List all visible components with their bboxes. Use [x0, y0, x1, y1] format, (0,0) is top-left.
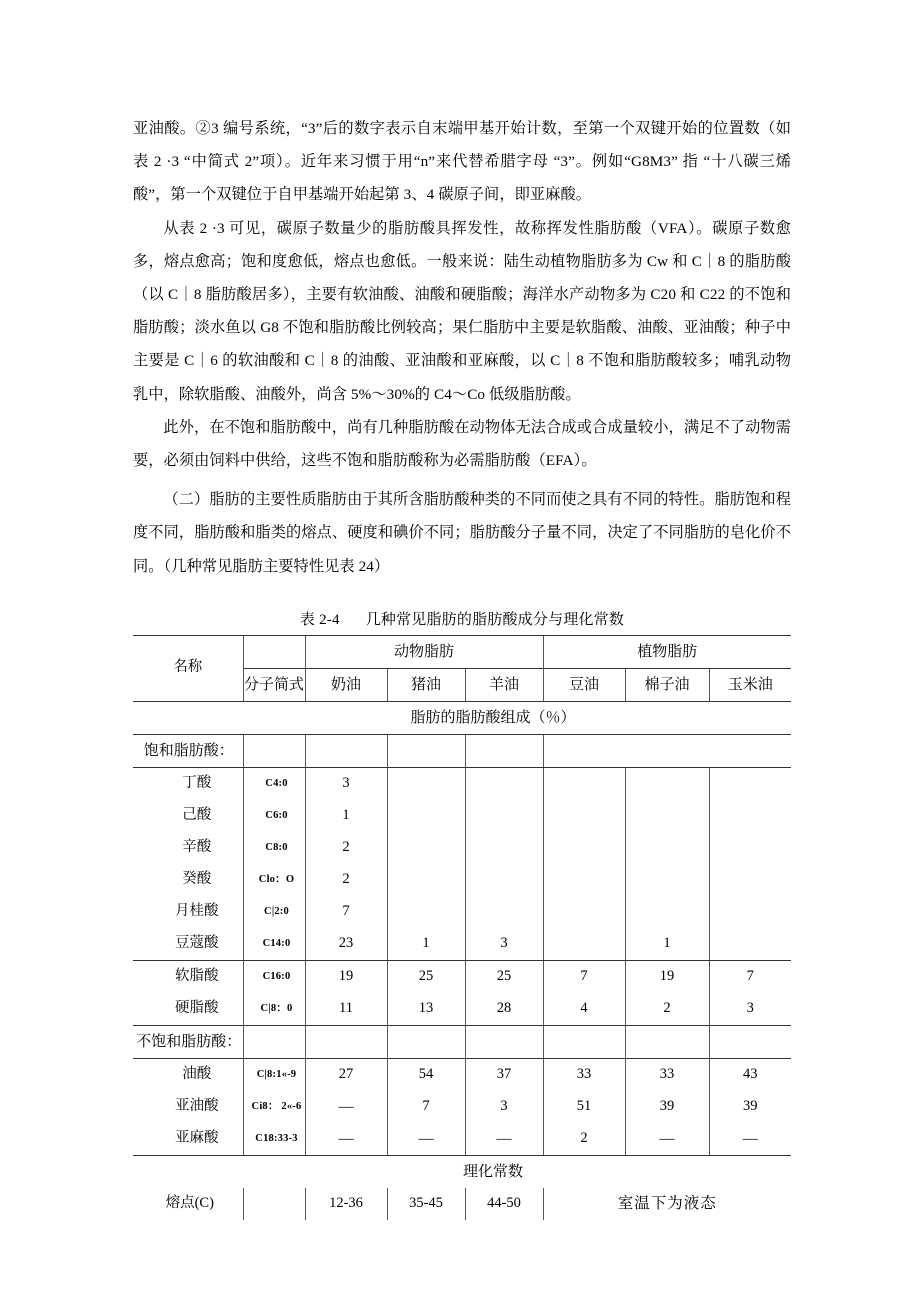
cell-cotton: 1: [625, 928, 709, 961]
cell-lard: 54: [387, 1058, 465, 1091]
paragraph-3: 此外，在不饱和脂肪酸中，尚有几种脂肪酸在动物体无法合成或合成量较小，满足不了动物需要，必须由饲料中供给，这些不饱和脂肪酸称为必需脂肪酸（EFA）。: [133, 418, 791, 470]
cell-cream: 2: [305, 832, 387, 864]
cell-cotton: [625, 800, 709, 832]
table-row: [133, 960, 791, 993]
header-col-lard: 猪油: [387, 668, 465, 701]
cell-cream: 19: [305, 960, 387, 993]
cell-cotton: [625, 864, 709, 896]
section-constants-row: [133, 1155, 791, 1188]
section-composition-row: [133, 701, 791, 734]
header-formula: 分子简式: [243, 668, 305, 701]
cell-lard: 35-45: [387, 1188, 465, 1220]
paragraph-4: （二）脂肪的主要性质脂肪由于其所含脂肪酸种类的不同而使之具有不同的特性。脂肪饱和程度不同，脂肪酸和脂类的熔点、硬度和碘价不同；脂肪酸分子量不同，决定了不同脂肪的皂化价不同。（几种常见脂肪主要特性见表 24）: [133, 491, 791, 575]
cell-corn: 7: [709, 960, 791, 993]
cell-cotton: —: [625, 1123, 709, 1156]
cell-corn: 43: [709, 1058, 791, 1091]
saturated-blank-3: [387, 734, 465, 767]
table-caption: [133, 609, 791, 631]
cell-soy: [543, 896, 625, 928]
unsaturated-blank-6: [625, 1025, 709, 1058]
cell-tallow: —: [465, 1123, 543, 1156]
cell-tallow: 25: [465, 960, 543, 993]
table-row: [133, 1091, 791, 1123]
cell-cream: 11: [305, 993, 387, 1026]
cell-tallow: [465, 800, 543, 832]
table-caption-text: 几种常见脂肪的脂肪酸成分与理化常数: [365, 611, 625, 628]
cell-cream: 27: [305, 1058, 387, 1091]
row-formula: C8:0: [243, 832, 305, 864]
cell-lard: 1: [387, 928, 465, 961]
header-name: 名称: [133, 635, 243, 701]
row-formula: C4:0: [243, 767, 305, 800]
cell-soy: 2: [543, 1123, 625, 1156]
cell-lard: [387, 800, 465, 832]
row-formula: C14:0: [243, 928, 305, 961]
table-row: [133, 800, 791, 832]
table-number: 表 2-4: [299, 611, 340, 628]
cell-cream: 3: [305, 767, 387, 800]
cell-lard: 7: [387, 1091, 465, 1123]
table-row-melting-point: [133, 1188, 791, 1220]
cell-soy: [543, 767, 625, 800]
fatty-acid-table: [133, 635, 791, 1220]
cell-cream: 2: [305, 864, 387, 896]
header-formula-spacer: [243, 635, 305, 668]
unsaturated-blank-4: [465, 1025, 543, 1058]
row-formula: C6:0: [243, 800, 305, 832]
document-body: [133, 112, 791, 1220]
cell-corn: 3: [709, 993, 791, 1026]
cell-corn: [709, 928, 791, 961]
row-name: 辛酸: [182, 838, 212, 855]
row-name: 豆蔻酸: [133, 928, 243, 961]
cell-soy: 51: [543, 1091, 625, 1123]
header-col-soy: 豆油: [543, 668, 625, 701]
cell-lard: 25: [387, 960, 465, 993]
cell-cream: —: [305, 1091, 387, 1123]
row-formula: [243, 1188, 305, 1220]
cell-lard: [387, 896, 465, 928]
row-name: 熔点(C): [165, 1194, 214, 1211]
unsaturated-blank-1: [243, 1025, 305, 1058]
row-formula: C|8：0: [243, 993, 305, 1026]
header-group-animal: 动物脂肪: [305, 635, 543, 668]
cell-tallow: 3: [465, 928, 543, 961]
unsaturated-blank-3: [387, 1025, 465, 1058]
paragraph-1: 亚油酸。②3 编号系统，“3”后的数字表示自末端甲基开始计数，至第一个双键开始的位置数（如表 2 ·3 “中简式 2”项）。近年来习惯于用“n”来代替希腊字母 “3”。例如“G8M3” 指 “十八碳三烯酸”，第一个双键位于自甲基端开始起第 3、4 碳原子间，即亚麻酸。: [133, 120, 791, 204]
cell-corn: [709, 800, 791, 832]
table-row: [133, 864, 791, 896]
cell-cotton: [625, 767, 709, 800]
cell-tallow: [465, 864, 543, 896]
row-name: 硬脂酸: [133, 993, 243, 1026]
section-saturated-row: [133, 734, 791, 767]
cell-tallow: [465, 767, 543, 800]
cell-lard: [387, 832, 465, 864]
row-formula: Clo：O: [243, 864, 305, 896]
cell-cream: 1: [305, 800, 387, 832]
cell-soy: [543, 864, 625, 896]
section-composition: 脂肪的脂肪酸组成（％）: [133, 701, 791, 734]
cell-soy: 33: [543, 1058, 625, 1091]
row-name: 软脂酸: [175, 967, 219, 984]
saturated-blank-4: [465, 734, 543, 767]
cell-corn: [709, 767, 791, 800]
table-row: [133, 928, 791, 961]
cell-corn: 39: [709, 1091, 791, 1123]
section-unsaturated: 不饱和脂肪酸：: [133, 1025, 243, 1058]
header-col-cotton: 棉子油: [625, 668, 709, 701]
table-row: [133, 1123, 791, 1156]
section-unsaturated-row: [133, 1025, 791, 1058]
header-col-tallow: 羊油: [465, 668, 543, 701]
table-row: [133, 993, 791, 1026]
cell-soy: 7: [543, 960, 625, 993]
cell-cotton: 33: [625, 1058, 709, 1091]
cell-plant-oils-note: 室温下为液态: [543, 1188, 791, 1220]
cell-corn: [709, 896, 791, 928]
row-formula: Ci8： 2«-6: [243, 1091, 305, 1123]
row-formula: C|8:1«-9: [243, 1058, 305, 1091]
cell-cotton: [625, 832, 709, 864]
row-formula: C|2:0: [243, 896, 305, 928]
cell-lard: [387, 767, 465, 800]
unsaturated-blank-5: [543, 1025, 625, 1058]
cell-soy: [543, 800, 625, 832]
cell-corn: —: [709, 1123, 791, 1156]
cell-tallow: 44-50: [465, 1188, 543, 1220]
table-row: [133, 832, 791, 864]
cell-cotton: [625, 896, 709, 928]
cell-lard: —: [387, 1123, 465, 1156]
cell-cream: 7: [305, 896, 387, 928]
cell-tallow: 28: [465, 993, 543, 1026]
row-name: 亚油酸: [175, 1097, 219, 1114]
row-name: 月桂酸: [175, 902, 219, 919]
cell-soy: [543, 928, 625, 961]
saturated-blank-2: [305, 734, 387, 767]
row-name: 亚麻酸: [133, 1123, 243, 1156]
cell-corn: [709, 832, 791, 864]
cell-tallow: 3: [465, 1091, 543, 1123]
header-col-cream: 奶油: [305, 668, 387, 701]
cell-cotton: 39: [625, 1091, 709, 1123]
cell-lard: 13: [387, 993, 465, 1026]
cell-cream: 12-36: [305, 1188, 387, 1220]
header-group-plant: 植物脂肪: [543, 635, 791, 668]
table-row: [133, 896, 791, 928]
cell-soy: 4: [543, 993, 625, 1026]
table-row: [133, 767, 791, 800]
row-name: 油酸: [182, 1065, 212, 1082]
table-header-row-1: [133, 635, 791, 668]
header-col-corn: 玉米油: [709, 668, 791, 701]
section-saturated: 饱和脂肪酸：: [133, 734, 243, 767]
saturated-blank-1: [243, 734, 305, 767]
paragraph-2: 从表 2 ·3 可见，碳原子数量少的脂肪酸具挥发性，故称挥发性脂肪酸（VFA）。碳原子数愈多，熔点愈高；饱和度愈低，熔点也愈低。一般来说：陆生动植物脂肪多为 Cw 和 C｜8 的脂肪酸（以 C｜8 脂肪酸居多），主要有软油酸、油酸和硬脂酸；海洋水产动物多为 C20 和 C22 的不饱和脂肪酸；淡水鱼以 G8 不饱和脂肪酸比例较高；果仁脂肪中主要是软脂酸、油酸、亚油酸；种子中主要是 C｜6 的软油酸和 C｜8 的油酸、亚油酸和亚麻酸，以 C｜8 不饱和脂肪酸较多；哺乳动物乳中，除软脂酸、油酸外，尚含 5%～30%的 C4～Co 低级脂肪酸。: [133, 219, 791, 403]
cell-soy: [543, 832, 625, 864]
cell-corn: [709, 864, 791, 896]
cell-tallow: [465, 896, 543, 928]
saturated-blank-5: [543, 734, 791, 767]
row-name: 丁酸: [182, 774, 212, 791]
row-formula: C18:33-3: [243, 1123, 305, 1156]
table-row: [133, 1058, 791, 1091]
row-name: 己酸: [182, 806, 212, 823]
cell-lard: [387, 864, 465, 896]
unsaturated-blank-7: [709, 1025, 791, 1058]
cell-cotton: 2: [625, 993, 709, 1026]
cell-tallow: 37: [465, 1058, 543, 1091]
row-formula: C16:0: [243, 960, 305, 993]
section-constants: 理化常数: [463, 1163, 524, 1180]
cell-cream: —: [305, 1123, 387, 1156]
cell-cotton: 19: [625, 960, 709, 993]
cell-cream: 23: [305, 928, 387, 961]
cell-tallow: [465, 832, 543, 864]
unsaturated-blank-2: [305, 1025, 387, 1058]
row-name: 癸酸: [182, 870, 212, 887]
